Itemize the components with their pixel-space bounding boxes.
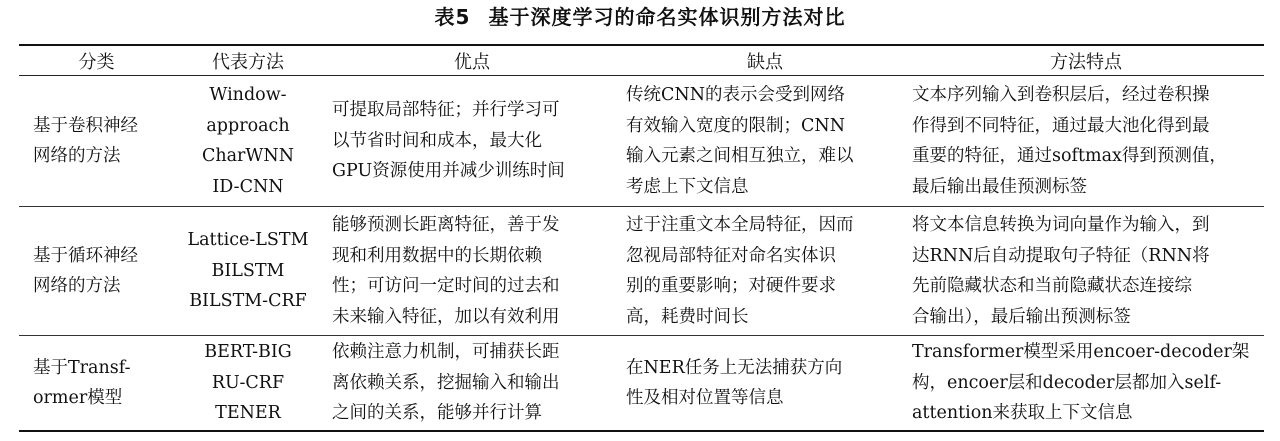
feature-line: 将文本信息转换为词向量作为输入，到 — [912, 215, 1210, 235]
methods-cell — [174, 336, 322, 432]
advantages-cell — [322, 336, 622, 432]
advantage-line: 未来输入特征，加以有效利用 — [332, 306, 560, 327]
disadvantages-cell — [622, 76, 908, 207]
methods-cell — [174, 76, 322, 207]
advantage-line: 可提取局部特征；并行学习可 — [332, 100, 560, 121]
category-line: 网络的方法 — [33, 276, 121, 296]
feature-line: 达RNN后自动提取句子特征（RNN将 — [912, 245, 1210, 266]
header-methods: 代表方法 — [174, 45, 322, 76]
category-line: 基于卷积神经 — [33, 115, 138, 136]
feature-line: 先前隐藏状态和当前隐藏状态连接综 — [912, 276, 1192, 296]
header-disadvantages: 缺点 — [622, 45, 908, 76]
disadvantage-line: 过于注重文本全局特征，因而 — [626, 215, 854, 235]
header-category: 分类 — [19, 45, 174, 76]
method-name: TENER — [215, 403, 281, 424]
feature-line: 最后输出最佳预测标签 — [912, 176, 1087, 197]
disadvantage-line: 传统CNN的表示会受到网络 — [626, 85, 846, 105]
category-line: 基于Transf- — [33, 357, 131, 378]
method-name: BILSTM — [211, 260, 285, 281]
features-cell — [908, 76, 1264, 207]
method-name: BERT-BIG — [204, 342, 292, 363]
category-cell — [19, 207, 174, 336]
feature-line: 文本序列输入到卷积层后，经过卷积操 — [912, 85, 1210, 105]
header-features: 方法特点 — [908, 45, 1264, 76]
table-row — [19, 336, 1264, 432]
comparison-table — [19, 44, 1264, 432]
feature-line: 重要的特征，通过softmax得到预测值， — [912, 146, 1227, 166]
method-name: BILSTM-CRF — [189, 291, 307, 312]
feature-line: Transformer模型采用encoer-decoder架 — [912, 342, 1250, 363]
category-line: ormer模型 — [33, 388, 123, 408]
advantage-line: 能够预测长距离特征，善于发 — [332, 215, 560, 235]
advantage-line: 以节省时间和成本，最大化 — [332, 130, 542, 151]
disadvantage-line: 高，耗费时间长 — [626, 306, 749, 327]
table-caption — [0, 4, 1280, 30]
advantage-line: GPU资源使用并减少训练时间 — [332, 161, 565, 182]
disadvantage-line: 性及相对位置等信息 — [626, 388, 784, 408]
table-header — [19, 45, 1264, 76]
method-name: RU-CRF — [211, 372, 285, 393]
table-row — [19, 76, 1264, 207]
method-name: CharWNN — [201, 146, 295, 166]
method-name: ID-CNN — [212, 176, 284, 197]
header-advantages: 优点 — [322, 45, 622, 76]
feature-line: 合输出），最后输出预测标签 — [912, 306, 1131, 327]
advantage-line: 现和利用数据中的长期依赖 — [332, 245, 542, 266]
disadvantage-line: 考虑上下文信息 — [626, 176, 749, 197]
feature-line: 构，encoer层和decoder层都加入self- — [912, 372, 1222, 393]
category-cell — [19, 76, 174, 207]
advantages-cell — [322, 207, 622, 336]
method-name: approach — [206, 115, 290, 136]
features-cell — [908, 336, 1264, 432]
disadvantage-line: 有效输入宽度的限制；CNN — [626, 115, 846, 136]
methods-cell — [174, 207, 322, 336]
category-cell — [19, 336, 174, 432]
disadvantage-line: 输入元素之间相互独立，难以 — [626, 146, 854, 166]
feature-line: attention来获取上下文信息 — [912, 403, 1133, 424]
advantage-line: 依赖注意力机制，可捕获长距 — [332, 342, 560, 363]
disadvantage-line: 忽视局部特征对命名实体识 — [626, 245, 836, 266]
advantage-line: 性；可访问一定时间的过去和 — [332, 276, 560, 296]
advantage-line: 之间的关系，能够并行计算 — [332, 403, 542, 424]
table-title: 基于深度学习的命名实体识别方法对比 — [488, 5, 846, 29]
table-row — [19, 207, 1264, 336]
method-name: Lattice-LSTM — [187, 230, 309, 251]
table-number: 表5 — [434, 5, 471, 29]
disadvantage-line: 别的重要影响；对硬件要求 — [626, 276, 836, 296]
disadvantage-line: 在NER任务上无法捕获方向 — [626, 357, 843, 378]
disadvantages-cell — [622, 336, 908, 432]
category-line: 基于循环神经 — [33, 245, 138, 266]
advantage-line: 离依赖关系，挖掘输入和输出 — [332, 372, 560, 393]
method-name: Window- — [209, 85, 287, 105]
features-cell — [908, 207, 1264, 336]
feature-line: 作得到不同特征，通过最大池化得到最 — [912, 115, 1210, 136]
disadvantages-cell — [622, 207, 908, 336]
category-line: 网络的方法 — [33, 146, 121, 166]
advantages-cell — [322, 76, 622, 207]
